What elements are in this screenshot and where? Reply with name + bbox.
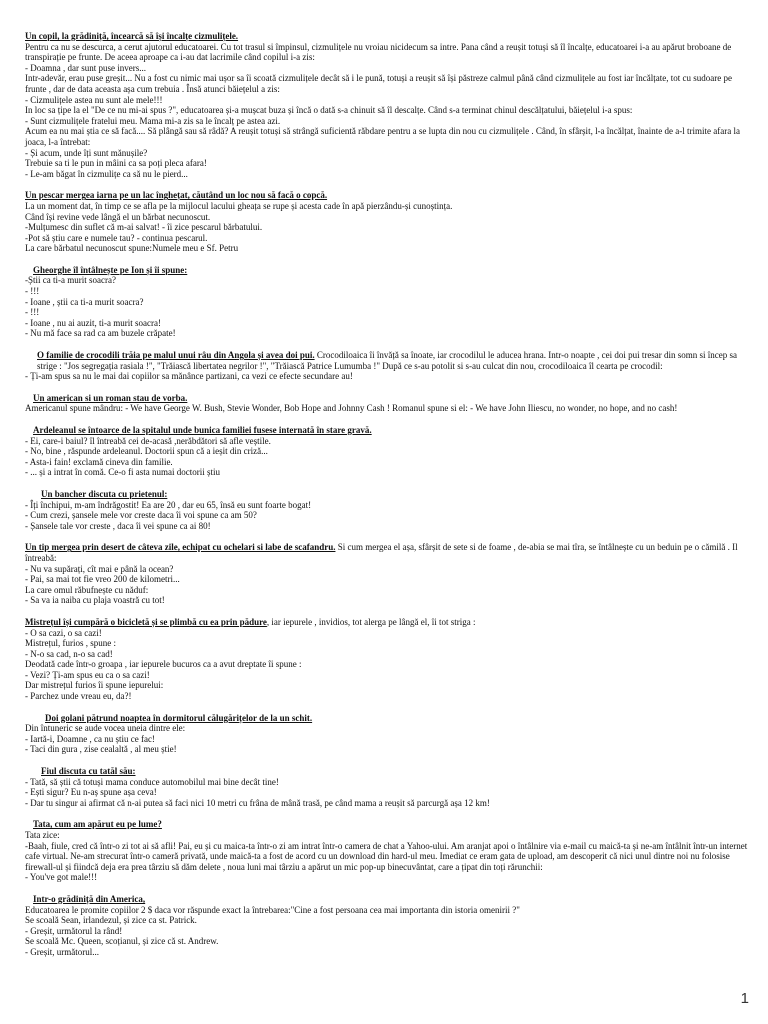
joke-block	[25, 894, 753, 958]
joke-line: Din întuneric se aude vocea uneia dintre ele:	[25, 723, 186, 734]
joke-title-line	[25, 766, 753, 777]
joke-line: - Pai, sa mai tot fie vreo 200 de kilometri...	[25, 574, 180, 585]
joke-block	[25, 425, 753, 478]
joke-line: La un moment dat, în timp ce se afla pe la mijlocul lacului gheața se rupe și acesta cade în apă pierzându-și cunoștința.	[25, 200, 453, 211]
joke-title-tail: Si cum mergea el așa, sfârșit de sete si de foame , de-abia se mai tîra, se întâlnește cu un beduin pe o cămilă . Il întreabă:	[25, 542, 738, 563]
joke-title-line	[25, 894, 753, 905]
document-page	[25, 31, 753, 969]
joke-line: -Pot să știu care e numele tau? - continua pescarul.	[25, 232, 208, 243]
joke-line: - No, bine , răspunde ardeleanul. Doctorii spun că a ieșit din criză...	[25, 446, 268, 457]
joke-block	[25, 542, 753, 606]
joke-title: Ardeleanul se întoarce de la spitalul unde bunica familiei fusese internată în stare gravă.	[33, 425, 372, 435]
joke-line: - Îți închipui, m-am îndrăgostit! Ea are 20 , dar eu 65, însă eu sunt foarte bogat!	[25, 499, 312, 510]
joke-block	[25, 713, 753, 755]
joke-title: Gheorghe îl întâlnește pe Ion și îi spune:	[33, 264, 188, 275]
joke-line: -Mulțumesc din suflet că m-ai salvat! - îi zice pescarul bărbatului.	[25, 222, 263, 233]
joke-title: Un tip mergea prin desert de câteva zile, echipat cu ochelari si labe de scafandru.	[25, 542, 336, 553]
joke-line: - Doamna , dar sunt puse invers...	[25, 62, 146, 73]
joke-line: - Dar tu singur ai afirmat că n-ai putea să faci nici 10 metri cu frâna de mână trasă, pe când mama a reușit să parcurgă așa 12 km!	[25, 797, 490, 808]
joke-title-line	[25, 393, 753, 404]
joke-title: Tata, cum am apărut eu pe lume?	[33, 819, 162, 830]
joke-title: Intr-o grădiniță din America,	[33, 893, 146, 904]
joke-line: Americanul spune mândru: - We have George W. Bush, Stevie Wonder, Bob Hope and Johnny Cash ! Romanul spune si el: - We have John Iliescu, no wonder, no hope, and no cash!	[25, 403, 678, 414]
joke-title-line	[25, 713, 753, 724]
joke-block	[25, 393, 753, 414]
joke-line: - Iartă-i, Doamne , ca nu știu ce fac!	[25, 733, 155, 744]
joke-line: In loc sa țipe la el "De ce nu mi-ai spus ?", educatoarea și-a mușcat buza și încă o dată s-a chinuit să îl descalțe. Când s-a terminat chinul descălțatului, băiețelul i-a spus:	[25, 105, 633, 116]
joke-line: - ... și a intrat în comă. Ce-o fi asta numai doctorii știu	[25, 467, 220, 478]
joke-line: - Taci din gura , zise cealaltă , al meu știe!	[25, 744, 177, 755]
joke-line: - Și acum, unde îți sunt mănușile?	[25, 147, 148, 158]
joke-title-line	[25, 542, 753, 563]
joke-title: Un american si un roman stau de vorba.	[33, 392, 188, 403]
joke-line: - Sunt cizmulițele fratelui meu. Mama mi-a zis sa le încalț pe astea azi.	[25, 115, 281, 126]
joke-line: Educatoarea le promite copiilor 2 $ daca vor răspunde exact la întrebarea:"Cine a fost persoana cea mai importanta din istoria omenirii ?"	[25, 904, 520, 915]
joke-line: Se scoală Mc. Queen, scoțianul, și zice că st. Andrew.	[25, 936, 219, 947]
joke-line: Se scoală Sean, irlandezul, și zice ca st. Patrick.	[25, 915, 197, 926]
joke-line: - Ioane , știi ca ti-a murit soacra?	[25, 296, 144, 307]
joke-block	[25, 265, 753, 339]
joke-block	[25, 31, 753, 179]
joke-line: - Cum crezi, șansele mele vor creste daca îi voi spune ca am 50?	[25, 510, 257, 521]
joke-title-line	[25, 819, 753, 830]
joke-title: Un bancher discuta cu prietenul:	[41, 488, 168, 499]
joke-line: - Ești sigur? Eu n-aș spune așa ceva!	[25, 787, 157, 798]
joke-line: - Le-am băgat în cizmulițe ca să nu le pierd...	[25, 168, 188, 179]
joke-line: - Greșit, următorul...	[25, 946, 99, 957]
joke-line: - Tată, să știi că totuși mama conduce automobilul mai bine decât tine!	[25, 776, 279, 787]
joke-title-line	[25, 265, 753, 276]
joke-line: Trebuie sa ti le pun in mâini ca sa poți pleca afara!	[25, 158, 207, 169]
joke-line: Când își revine vede lângă el un bărbat necunoscut.	[25, 211, 211, 222]
joke-title-line	[25, 425, 753, 436]
joke-block	[25, 190, 753, 254]
joke-title-line	[25, 350, 753, 371]
joke-line: Dar mistrețul furios îi spune iepurelui:	[25, 680, 164, 691]
page-number: 1	[740, 990, 749, 1007]
joke-line: - Șansele tale vor creste , daca îi vei spune ca ai 80!	[25, 520, 211, 531]
joke-line: - Sa va ia naiba cu plaja voastră cu tot!	[25, 595, 165, 606]
joke-line: La care omul răbufnește cu năduf:	[25, 584, 149, 595]
joke-line: - O sa cazi, o sa cazi!	[25, 627, 102, 638]
joke-block	[25, 617, 753, 702]
joke-line: - !!!	[25, 286, 40, 297]
joke-line: Tata zice:	[25, 830, 60, 840]
joke-line: - Ei, care-i baiul? îl întreabă cei de-acasă ,nerăbdători să afle veștile.	[25, 435, 271, 446]
joke-line: - Nu mă face sa rad ca am buzele crăpate!	[25, 328, 176, 339]
joke-line: - Greșit, următorul la rând!	[25, 925, 123, 936]
joke-line: Acum ea nu mai știa ce să facă.... Să plângă sau să râdă? A reușit totuși să strângă suficientă răbdare pentru a se lupta din nou cu cizmulițele . Când, în sfârșit, l-a încălțat, înainte de a-l trimite afara la joaca, l-a întrebat:	[25, 126, 740, 147]
joke-title-line	[25, 617, 753, 628]
joke-block	[25, 350, 753, 382]
joke-title-tail: Crocodiloaica îi învăță sa înoate, iar crocodilul le aducea hrana. Intr-o noapte , cei doi pui tresar din somn si încep sa strige : "Jos segregația rasiala !", "Trăiască libertatea negrilor !", "Trăiască Patrice Lumumba !" După ce s-au potolit si s-au culcat din nou, crocodiloaica îl cearta pe crocodil:	[37, 350, 738, 371]
joke-line: - !!!	[25, 307, 40, 318]
joke-title: Un copil, la grădiniță, încearcă să își încalțe cizmulițele.	[25, 31, 239, 41]
joke-line: - Ioane , nu ai auzit, ti-a murit soacra!	[25, 317, 161, 328]
joke-line: - N-o sa cad, n-o sa cad!	[25, 648, 113, 659]
joke-line: - Ți-am spus sa nu le mai dai copiilor sa mănânce partizani, ca vezi ce efecte secundare au!	[25, 371, 353, 382]
joke-line: Pentru ca nu se descurca, a cerut ajutorul educatoarei. Cu tot trasul si împinsul, cizmulițele nu vroiau nicidecum sa intre. Pana când a reușit totuși să îl încalțe, educatoarei i-a au apărut broboane de transpirație pe frunte. De aceea aproape ca i-au dat lacrimile când copilul i-a zis:	[25, 41, 732, 63]
joke-title: O familie de crocodili trăia pe malul unui râu din Angola și avea doi pui.	[37, 350, 315, 361]
joke-title: Mistrețul își cumpără o bicicletă și se plimbă cu ea prin pădure	[25, 616, 267, 627]
joke-title-line	[25, 489, 753, 500]
joke-title: Fiul discuta cu tatăl său:	[41, 766, 136, 777]
joke-block	[25, 766, 753, 808]
joke-title-line	[25, 31, 753, 42]
joke-line: - You've got male!!!	[25, 872, 98, 883]
joke-line: Mistrețul, furios , spune :	[25, 638, 116, 649]
joke-line: -Știi ca ti-a murit soacra?	[25, 275, 116, 286]
joke-title: Doi golani pătrund noaptea în dormitorul călugărițelor de la un schit.	[45, 712, 313, 723]
joke-line: - Cizmulițele astea nu sunt ale mele!!!	[25, 94, 163, 105]
joke-line: Intr-adevăr, erau puse greșit... Nu a fost cu nimic mai ușor sa îi scoată cizmulițele decât să i le pună, totuși a reușit să își păstreze calmul până când cizmulițele au fost iar încălțate, tot cu sudoare pe frunte , dar de data aceasta așa cum trebuia . Însă atunci băiețelul a zis:	[25, 73, 732, 94]
joke-line: Deodată cade într-o groapa , iar iepurele bucuros ca a avut dreptate îi spune :	[25, 659, 302, 670]
joke-block	[25, 819, 753, 883]
joke-title-tail: , iar iepurele , invidios, tot alerga pe lângă el, îi tot striga :	[266, 616, 476, 627]
joke-line: - Vezi? Ți-am spus eu ca o sa cazi!	[25, 669, 150, 680]
joke-block	[25, 489, 753, 531]
joke-title: Un pescar mergea iarna pe un lac înghețat, căutând un loc nou să facă o copcă.	[25, 190, 328, 201]
joke-title-line	[25, 190, 753, 201]
joke-line: - Asta-i fain! exclamă cineva din familie.	[25, 456, 173, 467]
joke-line: - Nu va supărați, cît mai e până la ocean?	[25, 563, 174, 574]
joke-line: -Baah, fiule, cred că într-o zi tot ai să afli! Pai, eu și cu maica-ta într-o zi am intrat într-o camera de chat a Yahoo-ului. Am aranjat apoi o întâlnire via e-mail cu maică-ta și ne-am întâlnit într-un internet cafe virtual. Ne-am strecurat într-o cameră privată, unde maică-ta a fost de acord cu un download din hard-ul meu. Imediat ce eram gata de upload, am descoperit că nici unul dintre noi nu folosise firewall-ul și fiindcă deja era prea târziu să dăm delete , noua luni mai târziu a apărut un mic pop-up binecuvântat, care a țipat din toți rărunchii:	[25, 840, 748, 872]
joke-line: - Parchez unde vreau eu, da?!	[25, 691, 132, 702]
joke-line: La care bărbatul necunoscut spune:Numele meu e Sf. Petru	[25, 243, 239, 254]
